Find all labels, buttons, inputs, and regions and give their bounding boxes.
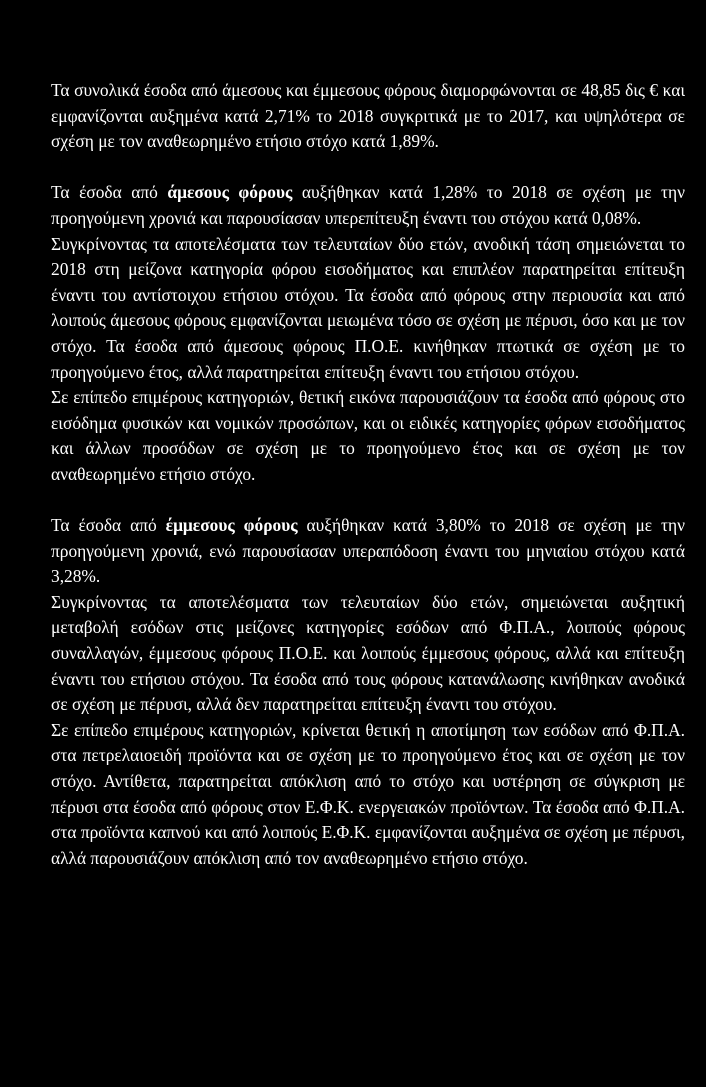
text-span: Τα έσοδα από: [51, 182, 168, 203]
paragraph-direct-taxes-summary: [51, 180, 685, 231]
paragraph-indirect-taxes-categories: Σε επίπεδο επιμέρους κατηγοριών, κρίνεται θετική η αποτίμηση των εσόδων από Φ.Π.Α. στα πετρελαιοειδή προϊόντα και σε σχέση με το προηγούμενο έτος και σε σχέση με τον στόχο. Αντίθετα, παρατηρείται απόκλιση από το στόχο και υστέρηση σε σύγκριση με πέρυσι στα έσοδα από φόρους στον Ε.Φ.Κ. ενεργειακών προϊόντων. Τα έσοδα από Φ.Π.Α. στα προϊόντα καπνού και από λοιπούς Ε.Φ.Κ. εμφανίζονται αυξημένα σε σχέση με πέρυσι, αλλά παρουσιάζουν απόκλιση από τον αναθεωρημένο ετήσιο στόχο.: [51, 719, 685, 868]
paragraph-direct-taxes-comparison: Συγκρίνοντας τα αποτελέσματα των τελευταίων δύο ετών, ανοδική τάση σημειώνεται το 2018 στη μείζονα κατηγορία φόρου εισοδήματος και επιπλέον παρατηρείται επίτευξη έναντι του αντίστοιχου ετήσιου στόχου. Τα έσοδα από φόρους στην περιουσία και από λοιπούς άμεσους φόρους εμφανίζονται μειωμένα τόσο σε σχέση με πέρυσι, όσο και με τον στόχο. Τα έσοδα από άμεσους φόρους Π.Ο.Ε. κινήθηκαν πτωτικά σε σχέση με το προηγούμενο έτος, αλλά παρατηρείται επίτευξη έναντι του ετήσιου στόχου.: [51, 233, 685, 382]
text-span: αυξήθηκαν κατά 1,28% το 2018 σε σχέση με την προηγούμενη χρονιά και παρουσίασαν υπερεπίτευξη έναντι του στόχου κατά 0,08%.: [51, 182, 685, 228]
paragraph-total-revenue: Τα συνολικά έσοδα από άμεσους και έμμεσους φόρους διαμορφώνονται σε 48,85 δις € και εμφανίζονται αυξημένα κατά 2,71% το 2018 συγκριτικά με το 2017, και υψηλότερα σε σχέση με τον αναθεωρημένο ετήσιο στόχο κατά 1,89%.: [51, 80, 685, 152]
paragraph-direct-taxes-categories: Σε επίπεδο επιμέρους κατηγοριών, θετική εικόνα παρουσιάζουν τα έσοδα από φόρους στο εισόδημα φυσικών και νομικών προσώπων, και οι ειδικές κατηγορίες φόρων εισοδήματος και άλλων προσόδων σε σχέση με το προηγούμενο έτος και σε σχέση με τον αναθεωρημένο ετήσιο στόχο.: [51, 387, 685, 484]
text-span: αυξήθηκαν κατά 3,80% το 2018 σε σχέση με την προηγούμενη χρονιά, ενώ παρουσίασαν υπεραπόδοση έναντι του μηνιαίου στόχου κατά 3,28%.: [51, 515, 685, 587]
document-body: [51, 78, 685, 871]
paragraph-gap: [51, 488, 685, 514]
text-span: Τα έσοδα από: [51, 515, 166, 536]
paragraph-gap: [51, 155, 685, 181]
bold-term-indirect-taxes: έμμεσους φόρους: [165, 515, 298, 536]
bold-term-direct-taxes: άμεσους φόρους: [167, 182, 293, 203]
paragraph-indirect-taxes-summary: [51, 513, 685, 590]
paragraph-indirect-taxes-comparison: Συγκρίνοντας τα αποτελέσματα των τελευταίων δύο ετών, σημειώνεται αυξητική μεταβολή εσόδων στις μείζονες κατηγορίες εσόδων από Φ.Π.Α., λοιπούς φόρους συναλλαγών, έμμεσους φόρους Π.Ο.Ε. και λοιπούς έμμεσους φόρους, αλλά και επίτευξη έναντι του ετήσιου στόχου. Τα έσοδα από τους φόρους κατανάλωσης κινήθηκαν ανοδικά σε σχέση με πέρυσι, αλλά δεν παρατηρείται επίτευξη έναντι του στόχου.: [51, 591, 685, 715]
